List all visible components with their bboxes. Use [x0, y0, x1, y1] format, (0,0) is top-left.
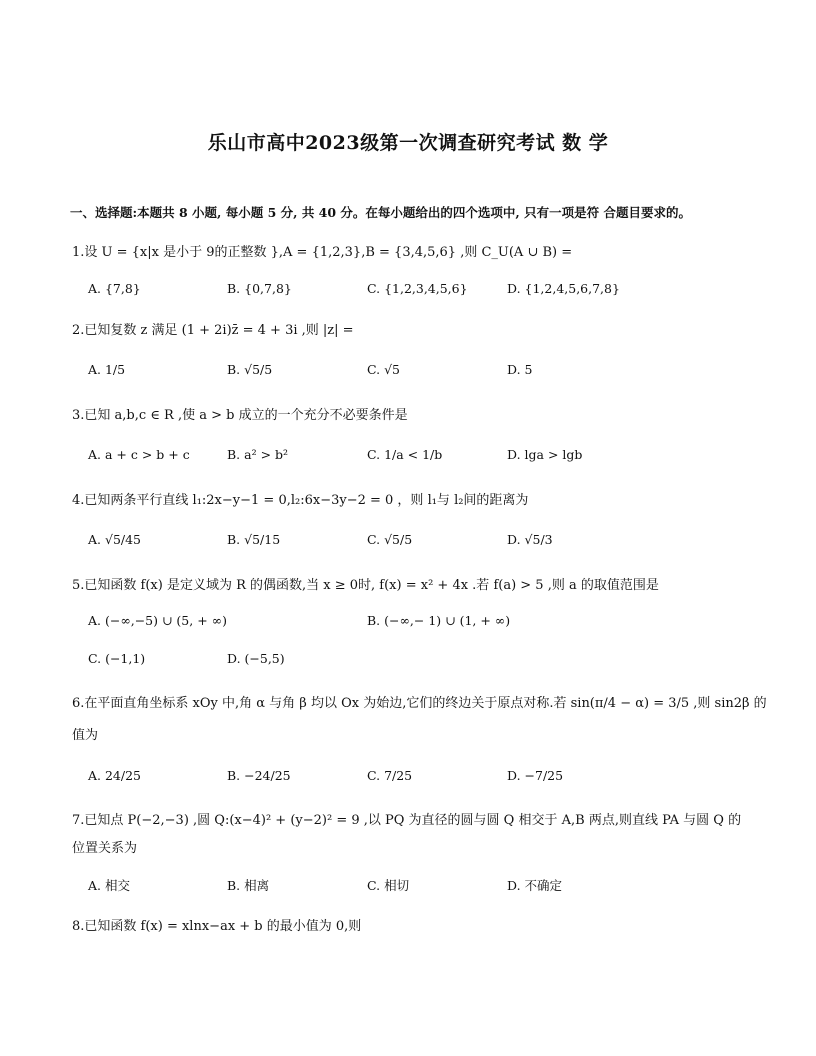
question-7-options [88, 876, 768, 898]
section-heading: 一、选择题:本题共 8 小题, 每小题 5 分, 共 40 分。在每小题给出的四个选项中, 只有一项是符 合题目要求的。 [70, 205, 691, 220]
question-3-stem: 3.已知 a,b,c ∈ R ,使 a > b 成立的一个充分不必要条件是 [72, 408, 408, 423]
option-b: B. {0,7,8} [227, 281, 292, 296]
option-a: A. 1/5 [88, 362, 126, 377]
question-5-options-row1 [88, 613, 768, 635]
option-d: D. 不确定 [507, 878, 563, 893]
option-a: A. {7,8} [88, 281, 141, 296]
option-c: C. 相切 [367, 878, 410, 893]
question-6-options [88, 768, 768, 790]
question-6-stem-cont: 值为 [72, 728, 99, 743]
page-title: 乐山市高中2023级第一次调查研究考试 数 学 [207, 132, 609, 154]
question-4-options [88, 532, 768, 554]
option-b: B. −24/25 [227, 768, 291, 783]
option-d: D. −7/25 [507, 768, 564, 783]
option-a: A. 24/25 [88, 768, 141, 783]
option-c: C. {1,2,3,4,5,6} [367, 281, 468, 296]
option-d: D. lga > lgb [507, 447, 583, 462]
option-a: A. 相交 [88, 878, 130, 893]
question-4-stem: 4.已知两条平行直线 l₁:2x−y−1 = 0,l₂:6x−3y−2 = 0 ，则 l₁与 l₂间的距离为 [72, 493, 529, 508]
question-1-stem: 1.设 U = {x|x 是小于 9的正整数 },A = {1,2,3},B = {3,4,5,6} ,则 C_U(A ∪ B) = [72, 245, 573, 260]
option-b: B. 相离 [227, 878, 270, 893]
option-d: D. √5/3 [507, 532, 553, 547]
option-c: C. (−1,1) [88, 651, 146, 666]
option-b: B. a² > b² [227, 447, 289, 462]
option-a: A. (−∞,−5) ∪ (5, + ∞) [88, 613, 227, 628]
question-5-options-row2 [88, 651, 768, 673]
question-2-options [88, 362, 768, 384]
question-5-stem: 5.已知函数 f(x) 是定义域为 R 的偶函数,当 x ≥ 0时, f(x) = x² + 4x .若 f(a) > 5 ,则 a 的取值范围是 [72, 578, 659, 593]
option-c: C. √5 [367, 362, 400, 377]
option-c: C. √5/5 [367, 532, 413, 547]
question-3-options [88, 447, 768, 469]
option-c: C. 7/25 [367, 768, 413, 783]
option-a: A. a + c > b + c [88, 447, 190, 462]
option-d: D. (−5,5) [227, 651, 285, 666]
question-8-stem: 8.已知函数 f(x) = xlnx−ax + b 的最小值为 0,则 [72, 919, 362, 934]
option-b: B. √5/15 [227, 532, 281, 547]
question-1-options [88, 281, 768, 303]
option-b: B. (−∞,− 1) ∪ (1, + ∞) [367, 613, 511, 628]
option-c: C. 1/a < 1/b [367, 447, 443, 462]
question-6-stem: 6.在平面直角坐标系 xOy 中,角 α 与角 β 均以 Ox 为始边,它们的终边关于原点对称.若 sin(π/4 − α) = 3/5 ,则 sin2β 的 [72, 696, 767, 711]
option-d: D. 5 [507, 362, 533, 377]
option-a: A. √5/45 [88, 532, 142, 547]
option-b: B. √5/5 [227, 362, 273, 377]
question-7-stem-cont: 位置关系为 [72, 841, 138, 856]
question-7-stem: 7.已知点 P(−2,−3) ,圆 Q:(x−4)² + (y−2)² = 9 ,以 PQ 为直径的圆与圆 Q 相交于 A,B 两点,则直线 PA 与圆 Q 的 [72, 813, 742, 828]
option-d: D. {1,2,4,5,6,7,8} [507, 281, 620, 296]
question-2-stem: 2.已知复数 z 满足 (1 + 2i)z̄ = 4 + 3i ,则 |z| = [72, 323, 354, 338]
